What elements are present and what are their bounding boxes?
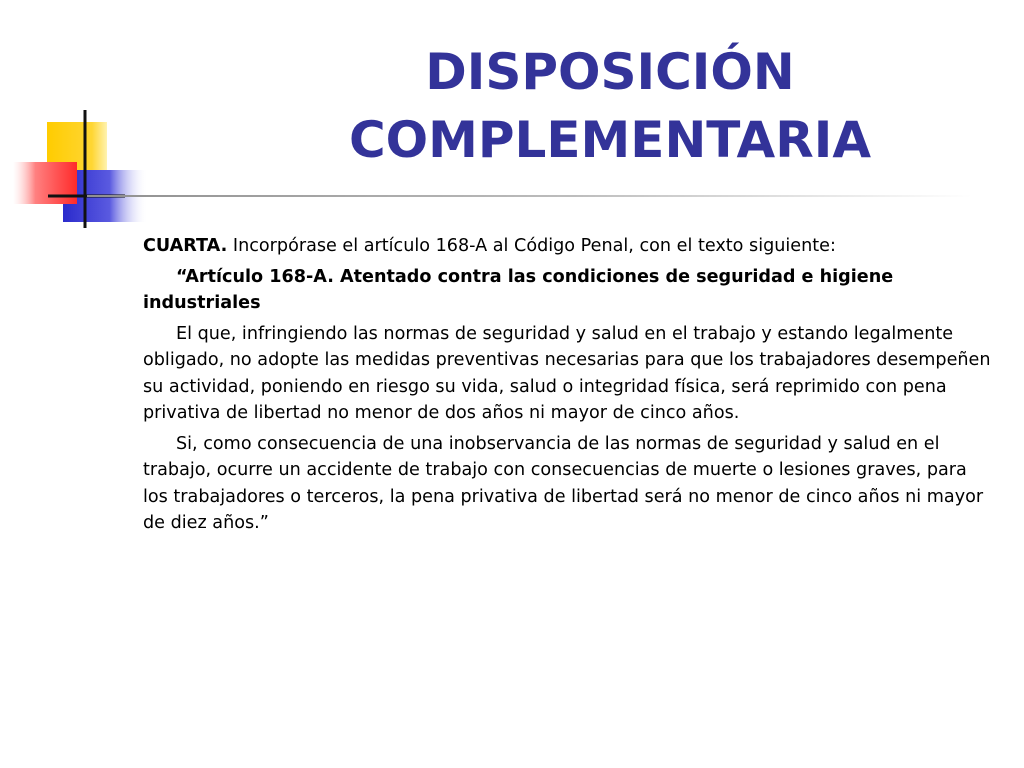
slide-title bbox=[150, 38, 1024, 174]
paragraph-cuarta bbox=[143, 233, 995, 260]
paragraph-aggravated-offense: Si, como consecuencia de una inobservancia de las normas de seguridad y salud en el trabajo, ocurre un accidente de trabajo con consecuencias de muerte o lesiones graves, para los trabajadores o terceros, la pena privativa de libertad será no menor de cinco años ni mayor de diez años.” bbox=[143, 433, 984, 533]
cuarta-label: CUARTA. bbox=[143, 236, 228, 256]
red-square bbox=[13, 162, 77, 204]
title-line-2: COMPLEMENTARIA bbox=[348, 111, 872, 169]
article-heading: “Artículo 168-A. Atentado contra las condiciones de seguridad e higiene industriales bbox=[143, 266, 894, 313]
title-divider bbox=[87, 195, 972, 197]
cuarta-text: Incorpórase el artículo 168-A al Código Penal, con el texto siguiente: bbox=[227, 236, 836, 256]
slide-body bbox=[143, 233, 995, 541]
decorative-squares-graphic bbox=[0, 0, 160, 240]
title-line-1: DISPOSICIÓN bbox=[425, 43, 795, 101]
paragraph-main-offense: El que, infringiendo las normas de seguridad y salud en el trabajo y estando legalmente obligado, no adopte las medidas preventivas necesarias para que los trabajadores desempeñen su actividad, poniendo en riesgo su vida, salud o integridad física, será reprimido con pena privativa de libertad no menor de dos años ni mayor de cinco años. bbox=[143, 323, 991, 423]
